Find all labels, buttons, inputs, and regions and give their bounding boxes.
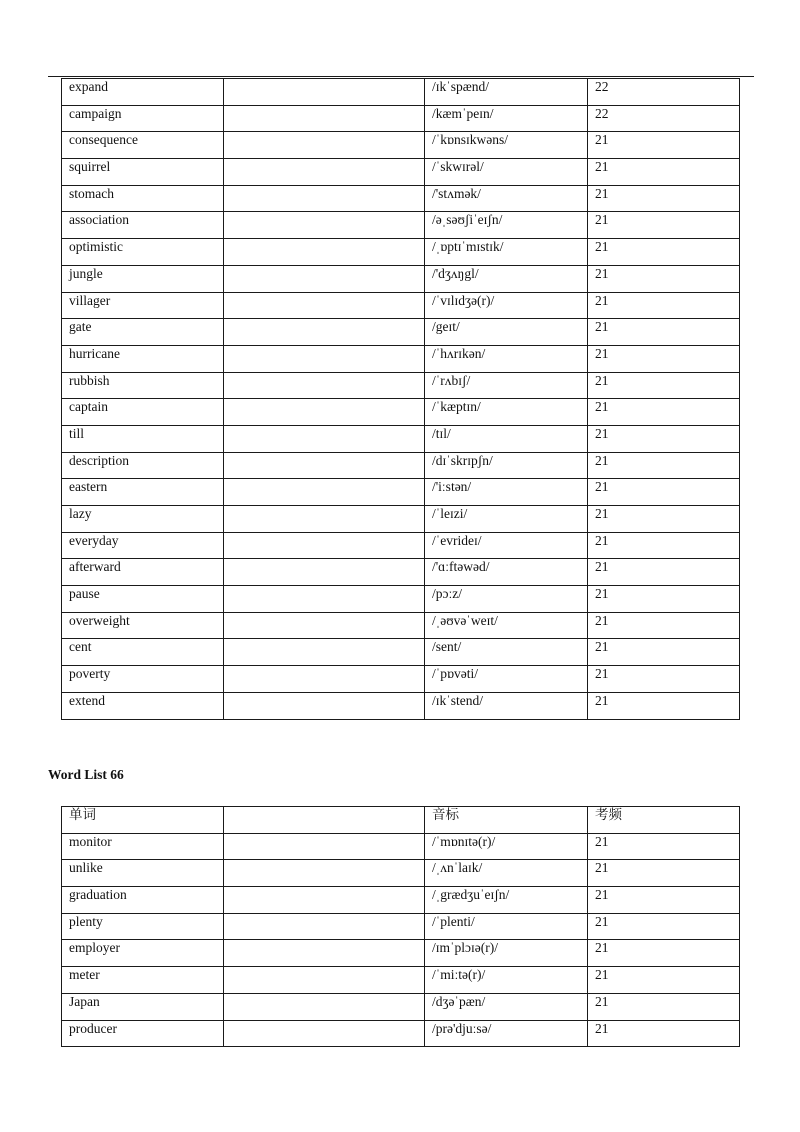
word-cell: eastern [62,479,224,506]
word-cell: hurricane [62,345,224,372]
frequency-cell: 21 [588,940,740,967]
blank-cell [224,452,425,479]
blank-cell [224,993,425,1020]
word-cell: captain [62,399,224,426]
frequency-cell: 21 [588,399,740,426]
frequency-cell: 21 [588,212,740,239]
blank-cell [224,639,425,666]
word-cell: pause [62,586,224,613]
blank-cell [224,887,425,914]
word-cell: lazy [62,506,224,533]
word-cell: Japan [62,993,224,1020]
frequency-cell: 21 [588,292,740,319]
frequency-cell: 21 [588,860,740,887]
blank-cell [224,345,425,372]
phonetic-cell: /'dʒʌŋgl/ [425,265,588,292]
phonetic-cell: /ˈplenti/ [425,913,588,940]
table-row [62,1020,740,1047]
table-row [62,506,740,533]
phonetic-cell: /'stʌmək/ [425,185,588,212]
blank-cell [224,185,425,212]
word-cell: till [62,425,224,452]
word-cell: afterward [62,559,224,586]
blank-cell [224,292,425,319]
word-list-66-title: Word List 66 [48,767,124,782]
blank-cell [224,159,425,186]
word-cell: producer [62,1020,224,1047]
phonetic-cell: /ˈkæptɪn/ [425,399,588,426]
frequency-cell: 21 [588,666,740,693]
phonetic-cell: /tɪl/ [425,425,588,452]
blank-cell [224,212,425,239]
phonetic-cell: /kæmˈpeɪn/ [425,105,588,132]
word-cell: graduation [62,887,224,914]
frequency-cell: 22 [588,105,740,132]
phonetic-cell: /'iːstən/ [425,479,588,506]
frequency-cell: 21 [588,425,740,452]
frequency-cell: 21 [588,532,740,559]
word-cell: unlike [62,860,224,887]
header-frequency: 考频 [588,807,740,834]
phonetic-cell: /ˈkɒnsɪkwəns/ [425,132,588,159]
blank-cell [224,612,425,639]
phonetic-cell: /ˌəʊvəˈweɪt/ [425,612,588,639]
table-row [62,559,740,586]
table-row [62,319,740,346]
table-row [62,532,740,559]
phonetic-cell: /əˌsəʊʃiˈeɪʃn/ [425,212,588,239]
word-cell: squirrel [62,159,224,186]
page-top-rule [48,76,754,77]
frequency-cell: 21 [588,639,740,666]
word-list-66-table [61,806,740,1047]
table-row [62,345,740,372]
blank-cell [224,132,425,159]
table-row [62,79,740,106]
table-row [62,239,740,266]
blank-cell [224,532,425,559]
blank-cell [224,1020,425,1047]
frequency-cell: 21 [588,185,740,212]
word-cell: gate [62,319,224,346]
frequency-cell: 21 [588,559,740,586]
frequency-cell: 22 [588,79,740,106]
word-cell: extend [62,692,224,719]
word-cell: association [62,212,224,239]
header-blank [224,807,425,834]
frequency-cell: 21 [588,1020,740,1047]
phonetic-cell: /ɪkˈstend/ [425,692,588,719]
frequency-cell: 21 [588,833,740,860]
table-row [62,940,740,967]
blank-cell [224,399,425,426]
phonetic-cell: /ˈskwɪrəl/ [425,159,588,186]
blank-cell [224,913,425,940]
phonetic-cell: /ˈrʌbɪʃ/ [425,372,588,399]
word-cell: villager [62,292,224,319]
phonetic-cell: /ˈmiːtə(r)/ [425,967,588,994]
phonetic-cell: /ˈvɪlɪdʒə(r)/ [425,292,588,319]
table-row [62,860,740,887]
blank-cell [224,692,425,719]
frequency-cell: 21 [588,239,740,266]
phonetic-cell: /ˌʌnˈlaɪk/ [425,860,588,887]
frequency-cell: 21 [588,479,740,506]
phonetic-cell: /ˌgrædʒuˈeɪʃn/ [425,887,588,914]
table-row [62,887,740,914]
frequency-cell: 21 [588,506,740,533]
word-cell: overweight [62,612,224,639]
phonetic-cell: /ˌɒptɪˈmɪstɪk/ [425,239,588,266]
word-cell: optimistic [62,239,224,266]
vocab-table-continued [61,78,740,720]
word-cell: plenty [62,913,224,940]
blank-cell [224,586,425,613]
phonetic-cell: /dʒəˈpæn/ [425,993,588,1020]
table-row [62,452,740,479]
vocab-table-continued-body [62,79,740,720]
frequency-cell: 21 [588,372,740,399]
phonetic-cell: /ˈleɪzi/ [425,506,588,533]
blank-cell [224,559,425,586]
frequency-cell: 21 [588,967,740,994]
blank-cell [224,833,425,860]
table-row [62,292,740,319]
phonetic-cell: /ˈmɒnɪtə(r)/ [425,833,588,860]
table-row [62,639,740,666]
frequency-cell: 21 [588,265,740,292]
blank-cell [224,105,425,132]
word-cell: jungle [62,265,224,292]
header-phonetic: 音标 [425,807,588,834]
table-row [62,993,740,1020]
table-row [62,132,740,159]
blank-cell [224,479,425,506]
table-row [62,967,740,994]
table-row [62,833,740,860]
frequency-cell: 21 [588,612,740,639]
phonetic-cell: /ɪkˈspænd/ [425,79,588,106]
table-row [62,105,740,132]
table-row [62,185,740,212]
frequency-cell: 21 [588,586,740,613]
word-cell: stomach [62,185,224,212]
phonetic-cell: /dɪˈskrɪpʃn/ [425,452,588,479]
table-row [62,666,740,693]
blank-cell [224,79,425,106]
word-cell: rubbish [62,372,224,399]
phonetic-cell: /ˈevrideɪ/ [425,532,588,559]
table-row [62,372,740,399]
blank-cell [224,666,425,693]
blank-cell [224,319,425,346]
word-cell: consequence [62,132,224,159]
phonetic-cell: /ˈpɒvəti/ [425,666,588,693]
blank-cell [224,265,425,292]
frequency-cell: 21 [588,692,740,719]
table-row [62,265,740,292]
phonetic-cell: /sent/ [425,639,588,666]
phonetic-cell: /geɪt/ [425,319,588,346]
frequency-cell: 21 [588,132,740,159]
word-cell: expand [62,79,224,106]
word-cell: monitor [62,833,224,860]
word-cell: campaign [62,105,224,132]
frequency-cell: 21 [588,993,740,1020]
table-row [62,586,740,613]
blank-cell [224,372,425,399]
phonetic-cell: /pɔːz/ [425,586,588,613]
table-row [62,612,740,639]
frequency-cell: 21 [588,159,740,186]
blank-cell [224,860,425,887]
phonetic-cell: /ˈhʌrɪkən/ [425,345,588,372]
word-cell: cent [62,639,224,666]
table-row [62,159,740,186]
header-word: 单词 [62,807,224,834]
word-cell: everyday [62,532,224,559]
word-cell: meter [62,967,224,994]
word-cell: description [62,452,224,479]
word-cell: poverty [62,666,224,693]
table-row [62,425,740,452]
table-row [62,399,740,426]
blank-cell [224,967,425,994]
phonetic-cell: /'ɑːftəwəd/ [425,559,588,586]
phonetic-cell: /ɪmˈplɔɪə(r)/ [425,940,588,967]
table-row [62,212,740,239]
frequency-cell: 21 [588,319,740,346]
frequency-cell: 21 [588,913,740,940]
blank-cell [224,940,425,967]
frequency-cell: 21 [588,452,740,479]
frequency-cell: 21 [588,887,740,914]
blank-cell [224,506,425,533]
table-row [62,692,740,719]
phonetic-cell: /prə'djuːsə/ [425,1020,588,1047]
blank-cell [224,425,425,452]
word-cell: employer [62,940,224,967]
word-list-66-body [62,833,740,1047]
frequency-cell: 21 [588,345,740,372]
table-header-row [62,807,740,834]
blank-cell [224,239,425,266]
table-row [62,479,740,506]
table-row [62,913,740,940]
